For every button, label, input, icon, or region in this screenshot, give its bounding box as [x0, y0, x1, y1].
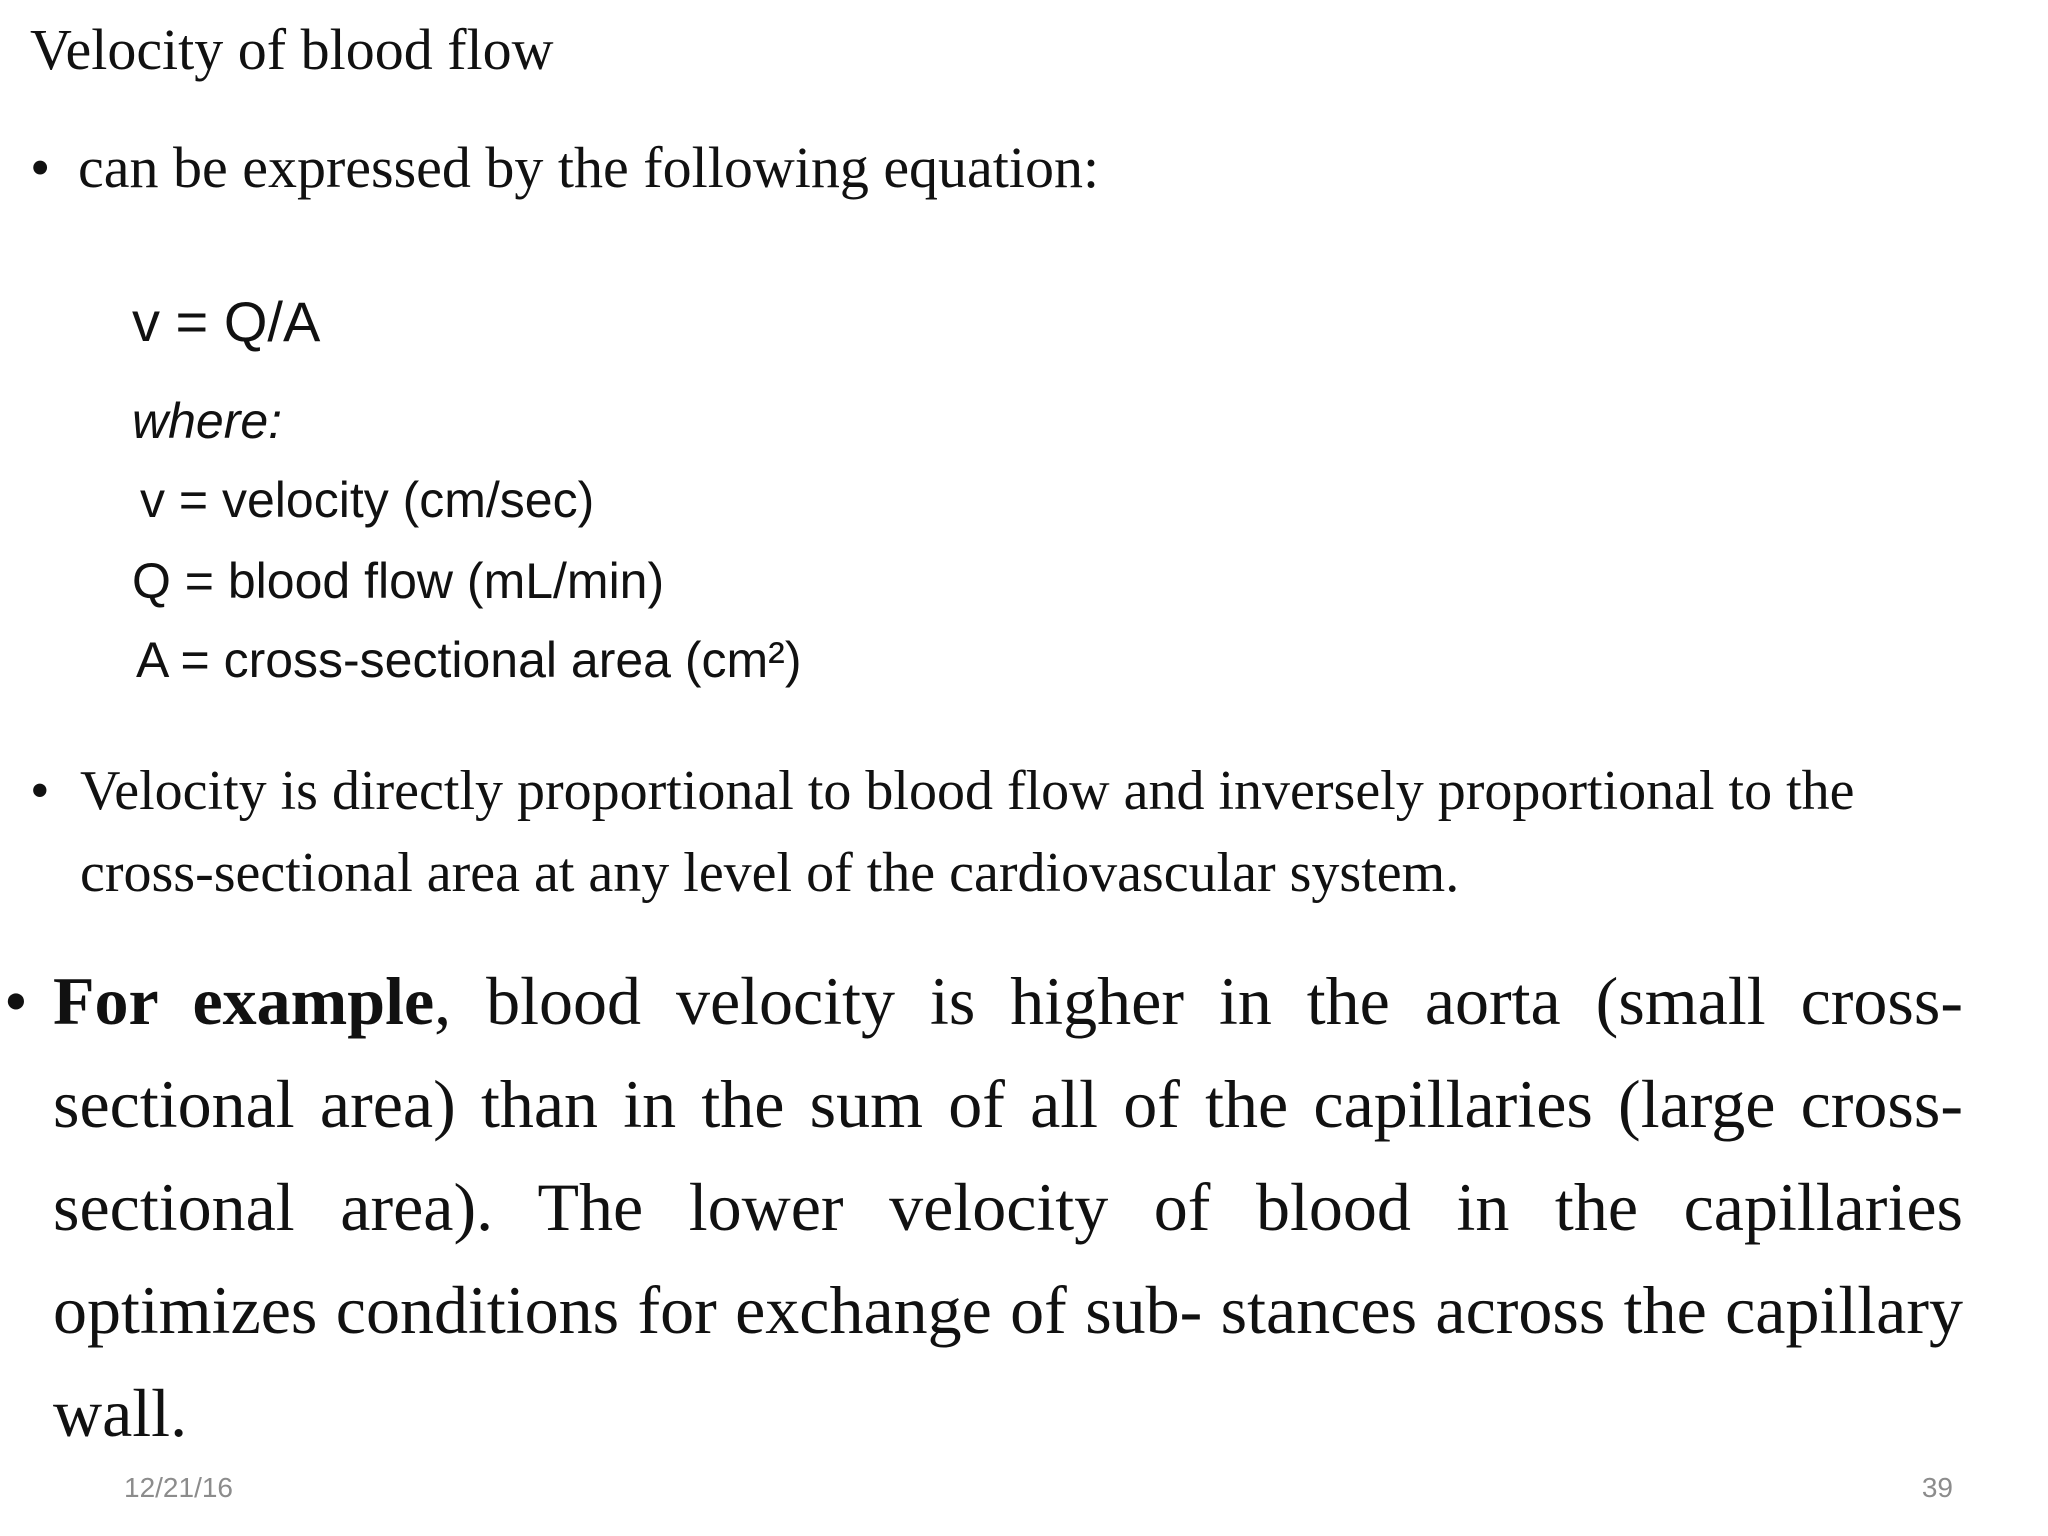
bullet-icon: •	[4, 963, 28, 1039]
slide-number: 39	[1921, 1472, 1953, 1503]
bullet-proportionality	[30, 750, 1990, 914]
example-text: , blood velocity is higher in the aorta (small cross-sectional area) than in the sum of all of the capillaries (large cross-sectional area). The lower velocity of blood in the capillaries optimizes conditions for exchange of sub- stances across the capillary wall.	[53, 963, 1963, 1451]
slide-title: Velocity of blood flow	[30, 17, 554, 82]
bullet-equation-intro	[30, 128, 1099, 208]
definition-area: A = cross-sectional area (cm²)	[136, 632, 802, 688]
definition-blood-flow: Q = blood flow (mL/min)	[132, 553, 665, 609]
definition-velocity: v = velocity (cm/sec)	[140, 472, 595, 528]
equation: v = Q/A	[132, 290, 321, 353]
bullet-text: can be expressed by the following equation:	[78, 135, 1100, 200]
where-label: where:	[132, 393, 283, 449]
bullet-example	[4, 950, 1989, 1465]
bullet-text: Velocity is directly proportional to blood flow and inversely proportional to the cross-sectional area at any level of the cardiovascular system.	[80, 760, 1855, 904]
example-lead: For example	[53, 963, 435, 1039]
footer-date: 12/21/16	[124, 1472, 233, 1503]
bullet-icon: •	[30, 135, 51, 200]
bullet-icon: •	[30, 760, 50, 822]
bullet-text	[53, 950, 1963, 1465]
